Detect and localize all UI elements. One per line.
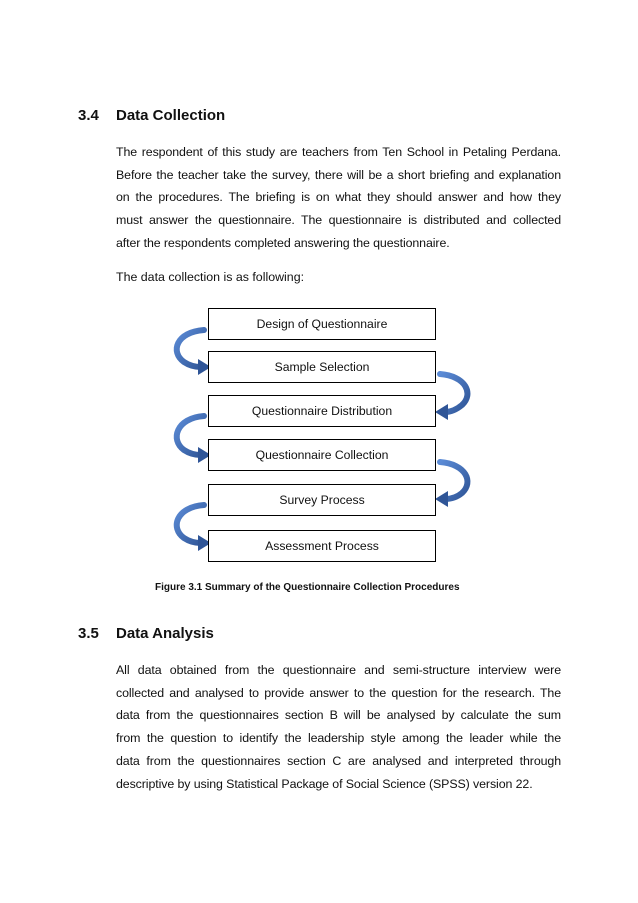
paragraph-line: data from the questionnaires section B will be analysed by calculate the sum <box>116 708 561 723</box>
paragraph-line: collected and analysed to provide answer to the question for the research. The <box>116 685 561 700</box>
flow-step-sample-selection: Sample Selection <box>208 351 436 383</box>
paragraph-line: after the respondents completed answering the questionnaire. <box>116 235 450 250</box>
data-collection-intro: The data collection is as following: <box>116 270 305 284</box>
curved-arrow-icon <box>177 330 211 375</box>
paragraph-line: on the procedures. The briefing is on what they should answer and how they <box>116 190 561 205</box>
flow-step-survey-process: Survey Process <box>208 484 436 516</box>
curved-arrow-icon <box>435 374 467 420</box>
paragraph-line: data from the questionnaires section C are analysed and interpreted through <box>116 753 561 768</box>
curved-arrow-icon <box>177 505 211 551</box>
flow-step-questionnaire-collection: Questionnaire Collection <box>208 439 436 471</box>
data-analysis-paragraph <box>116 659 561 795</box>
paragraph-line: The respondent of this study are teachers from Ten School in Petaling Perdana. <box>116 145 561 159</box>
paragraph-line: All data obtained from the questionnaire and semi-structure interview were <box>116 663 561 677</box>
flow-step-design-of-questionnaire: Design of Questionnaire <box>208 308 436 340</box>
section-number: 3.4 <box>78 107 99 124</box>
section-title: Data Collection <box>116 107 226 124</box>
paragraph-line: descriptive by using Statistical Package of Social Science (SPSS) version 22. <box>116 776 533 791</box>
section-title: Data Analysis <box>116 625 214 642</box>
section-heading-3-4 <box>78 107 225 124</box>
figure-caption: Figure 3.1 Summary of the Questionnaire Collection Procedures <box>155 582 460 593</box>
flow-step-questionnaire-distribution: Questionnaire Distribution <box>208 395 436 427</box>
curved-arrow-icon <box>435 462 467 507</box>
section-number: 3.5 <box>78 625 99 642</box>
curved-arrow-icon <box>177 416 211 463</box>
paragraph-line: from the question to identify the leadership style among the leader while the <box>116 731 561 746</box>
paragraph-line: must answer the questionnaire. The questionnaire is distributed and collected <box>116 213 561 228</box>
data-collection-paragraph <box>116 141 561 255</box>
section-heading-3-5 <box>78 625 214 642</box>
flow-step-assessment-process: Assessment Process <box>208 530 436 562</box>
paragraph-line: Before the teacher take the survey, there will be a short briefing and explanation <box>116 167 561 182</box>
